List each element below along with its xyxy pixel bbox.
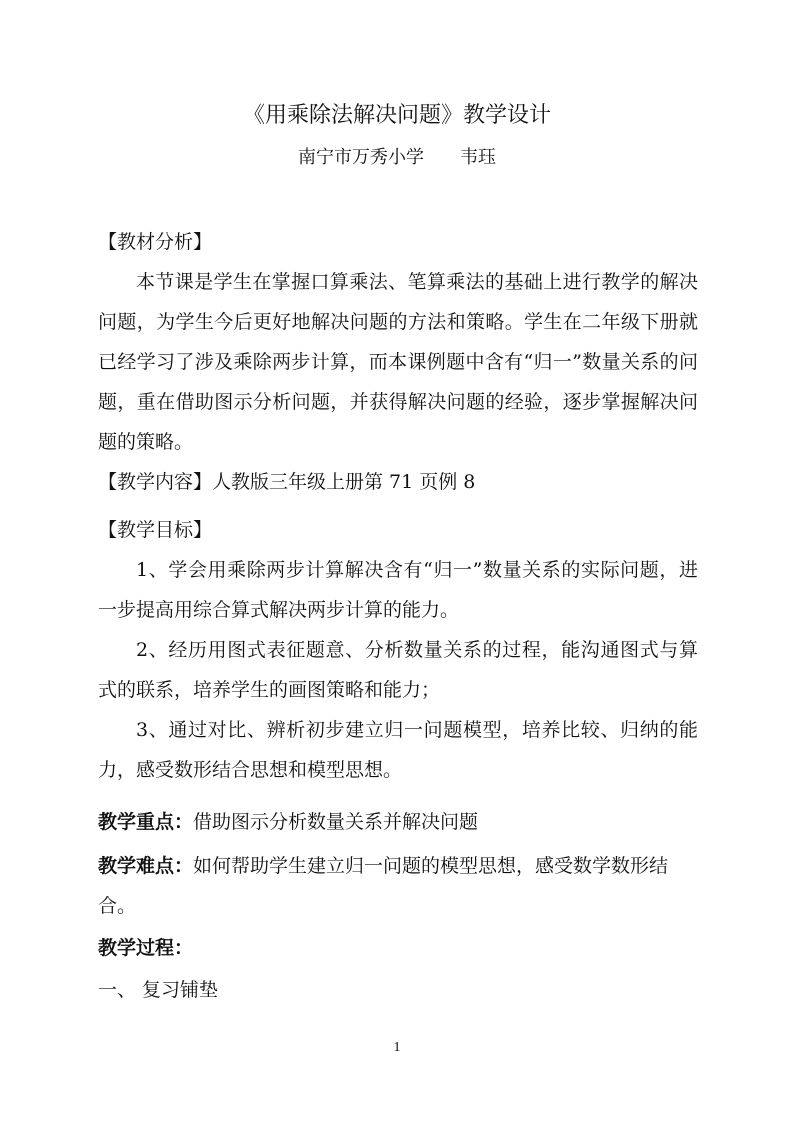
author-line xyxy=(0,145,794,171)
process-heading xyxy=(98,928,698,968)
document-title: 《用乘除法解决问题》教学设计 xyxy=(242,103,551,128)
difficulty-label: 教学难点： xyxy=(98,855,194,877)
process-label: 教学过程： xyxy=(98,937,194,959)
difficulty-point xyxy=(98,846,698,926)
process-step-1: 一、 复习铺垫 xyxy=(98,979,219,1001)
process-step xyxy=(98,970,698,1010)
author-name: 韦珏 xyxy=(460,147,496,168)
school-name: 南宁市万秀小学 xyxy=(298,147,424,168)
page-number: 1 xyxy=(393,1040,401,1055)
goal-item-2: 2、经历用图式表征题意、分析数量关系的过程，能沟通图式与算式的联系，培养学生的画图策略和能力； xyxy=(98,639,698,701)
key-point-text: 借助图示分析数量关系并解决问题 xyxy=(193,811,479,833)
goals-section xyxy=(98,510,698,790)
content-heading: 【教学内容】 xyxy=(98,471,213,493)
difficulty-text: 如何帮助学生建立归一问题的模型思想，感受数学数形结合。 xyxy=(98,855,669,917)
goal-item-3: 3、通过对比、辨析初步建立归一问题模型，培养比较、归纳的能力，感受数形结合思想和模型思想。 xyxy=(98,719,698,781)
analysis-section xyxy=(98,222,698,462)
analysis-heading: 【教材分析】 xyxy=(98,231,213,253)
key-point xyxy=(98,802,698,842)
goal-item-1: 1、学会用乘除两步计算解决含有“归一”数量关系的实际问题，进一步提高用综合算式解决两步计算的能力。 xyxy=(98,559,698,621)
content-section xyxy=(98,462,698,502)
content-text: 人教版三年级上册第 71 页例 8 xyxy=(212,471,476,493)
key-point-label: 教学重点： xyxy=(98,811,194,833)
goals-heading: 【教学目标】 xyxy=(98,519,213,541)
analysis-paragraph: 本节课是学生在掌握口算乘法、笔算乘法的基础上进行教学的解决问题，为学生今后更好地解决问题的方法和策略。学生在二年级下册就已经学习了涉及乘除两步计算，而本课例题中含有“归一”数量关系的问题，重在借助图示分析问题，并获得解决问题的经验，逐步掌握解决问题的策略。 xyxy=(98,271,698,453)
